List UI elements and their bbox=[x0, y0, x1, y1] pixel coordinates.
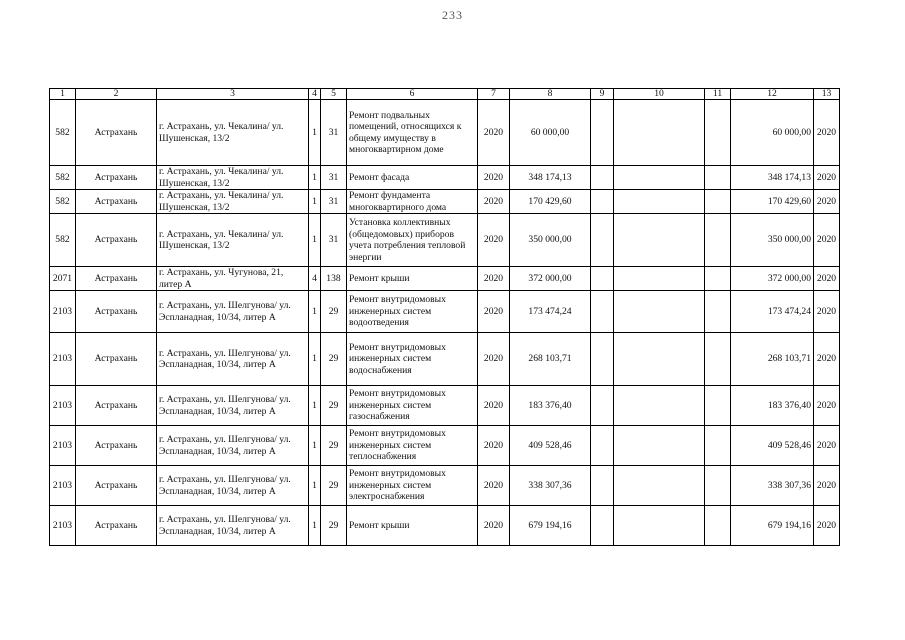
cell-col5: 138 bbox=[321, 267, 347, 291]
cell-municipality: Астрахань bbox=[76, 267, 157, 291]
cell-col10 bbox=[614, 166, 705, 190]
cell-year-final: 2020 bbox=[814, 426, 840, 466]
column-number-header: 12 bbox=[731, 89, 814, 100]
cell-year: 2020 bbox=[478, 267, 510, 291]
cell-col9 bbox=[591, 190, 614, 214]
cell-work-type: Ремонт внутридомовых инженерных систем электроснабжения bbox=[347, 466, 478, 506]
column-number-header: 6 bbox=[347, 89, 478, 100]
cell-col9 bbox=[591, 333, 614, 386]
cell-cost: 338 307,36 bbox=[510, 466, 591, 506]
cell-total: 268 103,71 bbox=[731, 333, 814, 386]
column-number-header: 1 bbox=[50, 89, 76, 100]
cell-address: г. Астрахань, ул. Чекалина/ ул. Шушенская, 13/2 bbox=[157, 166, 309, 190]
cell-col4: 1 bbox=[309, 214, 321, 267]
cell-col4: 4 bbox=[309, 267, 321, 291]
cell-col5: 29 bbox=[321, 466, 347, 506]
cell-address: г. Астрахань, ул. Чекалина/ ул. Шушенская, 13/2 bbox=[157, 214, 309, 267]
cell-col10 bbox=[614, 291, 705, 333]
cell-year-final: 2020 bbox=[814, 267, 840, 291]
cell-municipality: Астрахань bbox=[76, 190, 157, 214]
cell-municipality: Астрахань bbox=[76, 291, 157, 333]
cell-year: 2020 bbox=[478, 190, 510, 214]
cell-col5: 31 bbox=[321, 166, 347, 190]
cell-col11 bbox=[705, 426, 731, 466]
cell-total: 350 000,00 bbox=[731, 214, 814, 267]
column-number-header: 7 bbox=[478, 89, 510, 100]
cell-col5: 29 bbox=[321, 333, 347, 386]
cell-year-final: 2020 bbox=[814, 466, 840, 506]
cell-object-id: 2103 bbox=[50, 466, 76, 506]
cell-object-id: 582 bbox=[50, 166, 76, 190]
cell-col10 bbox=[614, 333, 705, 386]
cell-col4: 1 bbox=[309, 100, 321, 166]
cell-cost: 268 103,71 bbox=[510, 333, 591, 386]
cell-year: 2020 bbox=[478, 426, 510, 466]
cell-col11 bbox=[705, 386, 731, 426]
cell-address: г. Астрахань, ул. Шелгунова/ ул. Эспланадная, 10/34, литер А bbox=[157, 386, 309, 426]
cell-col5: 29 bbox=[321, 426, 347, 466]
cell-cost: 679 194,16 bbox=[510, 506, 591, 546]
column-number-header: 9 bbox=[591, 89, 614, 100]
table-row bbox=[50, 386, 840, 426]
cell-year-final: 2020 bbox=[814, 190, 840, 214]
cell-year-final: 2020 bbox=[814, 386, 840, 426]
cell-address: г. Астрахань, ул. Чекалина/ ул. Шушенская, 13/2 bbox=[157, 100, 309, 166]
cell-object-id: 2103 bbox=[50, 386, 76, 426]
cell-object-id: 582 bbox=[50, 190, 76, 214]
cell-col4: 1 bbox=[309, 386, 321, 426]
cell-total: 679 194,16 bbox=[731, 506, 814, 546]
cell-col5: 31 bbox=[321, 214, 347, 267]
cell-col4: 1 bbox=[309, 291, 321, 333]
column-number-header: 8 bbox=[510, 89, 591, 100]
table-row bbox=[50, 291, 840, 333]
cell-cost: 183 376,40 bbox=[510, 386, 591, 426]
cell-cost: 170 429,60 bbox=[510, 190, 591, 214]
cell-year-final: 2020 bbox=[814, 100, 840, 166]
cell-municipality: Астрахань bbox=[76, 333, 157, 386]
cell-col4: 1 bbox=[309, 333, 321, 386]
cell-total: 173 474,24 bbox=[731, 291, 814, 333]
cell-municipality: Астрахань bbox=[76, 466, 157, 506]
cell-cost: 372 000,00 bbox=[510, 267, 591, 291]
cell-year: 2020 bbox=[478, 291, 510, 333]
cell-cost: 350 000,00 bbox=[510, 214, 591, 267]
cell-col10 bbox=[614, 506, 705, 546]
cell-col10 bbox=[614, 190, 705, 214]
cell-year: 2020 bbox=[478, 386, 510, 426]
cell-col5: 29 bbox=[321, 291, 347, 333]
cell-col11 bbox=[705, 333, 731, 386]
column-number-header: 11 bbox=[705, 89, 731, 100]
cell-work-type: Ремонт крыши bbox=[347, 267, 478, 291]
column-number-header: 5 bbox=[321, 89, 347, 100]
column-number-header: 4 bbox=[309, 89, 321, 100]
cell-work-type: Установка коллективных (общедомовых) приборов учета потребления тепловой энергии bbox=[347, 214, 478, 267]
cell-total: 348 174,13 bbox=[731, 166, 814, 190]
cell-col11 bbox=[705, 190, 731, 214]
cell-work-type: Ремонт крыши bbox=[347, 506, 478, 546]
cell-year: 2020 bbox=[478, 166, 510, 190]
cell-col10 bbox=[614, 386, 705, 426]
cell-object-id: 582 bbox=[50, 100, 76, 166]
cell-year-final: 2020 bbox=[814, 214, 840, 267]
cell-col11 bbox=[705, 100, 731, 166]
cell-year: 2020 bbox=[478, 506, 510, 546]
cell-year-final: 2020 bbox=[814, 291, 840, 333]
cell-col9 bbox=[591, 291, 614, 333]
column-number-header: 3 bbox=[157, 89, 309, 100]
cell-col5: 29 bbox=[321, 386, 347, 426]
cell-year: 2020 bbox=[478, 333, 510, 386]
cell-col9 bbox=[591, 386, 614, 426]
cell-col11 bbox=[705, 466, 731, 506]
cell-col9 bbox=[591, 506, 614, 546]
table-body bbox=[50, 100, 840, 546]
cell-year: 2020 bbox=[478, 100, 510, 166]
cell-municipality: Астрахань bbox=[76, 426, 157, 466]
cell-municipality: Астрахань bbox=[76, 386, 157, 426]
cell-col10 bbox=[614, 267, 705, 291]
cell-work-type: Ремонт подвальных помещений, относящихся к общему имуществу в многоквартирном доме bbox=[347, 100, 478, 166]
cell-col10 bbox=[614, 466, 705, 506]
cell-address: г. Астрахань, ул. Шелгунова/ ул. Эспланадная, 10/34, литер А bbox=[157, 291, 309, 333]
table-row bbox=[50, 214, 840, 267]
table-row bbox=[50, 100, 840, 166]
cell-col4: 1 bbox=[309, 166, 321, 190]
cell-col4: 1 bbox=[309, 426, 321, 466]
cell-year-final: 2020 bbox=[814, 333, 840, 386]
cell-col11 bbox=[705, 214, 731, 267]
cell-address: г. Астрахань, ул. Шелгунова/ ул. Эспланадная, 10/34, литер А bbox=[157, 426, 309, 466]
cell-work-type: Ремонт фасада bbox=[347, 166, 478, 190]
table-row bbox=[50, 190, 840, 214]
cell-total: 409 528,46 bbox=[731, 426, 814, 466]
cell-total: 338 307,36 bbox=[731, 466, 814, 506]
cell-col9 bbox=[591, 466, 614, 506]
cell-year: 2020 bbox=[478, 466, 510, 506]
cell-total: 183 376,40 bbox=[731, 386, 814, 426]
cell-col10 bbox=[614, 100, 705, 166]
cell-year: 2020 bbox=[478, 214, 510, 267]
cell-object-id: 2071 bbox=[50, 267, 76, 291]
cell-cost: 348 174,13 bbox=[510, 166, 591, 190]
cell-object-id: 582 bbox=[50, 214, 76, 267]
cell-col11 bbox=[705, 291, 731, 333]
column-number-header: 13 bbox=[814, 89, 840, 100]
column-number-header: 2 bbox=[76, 89, 157, 100]
cell-work-type: Ремонт внутридомовых инженерных систем теплоснабжения bbox=[347, 426, 478, 466]
cell-col5: 29 bbox=[321, 506, 347, 546]
table-row bbox=[50, 333, 840, 386]
cell-address: г. Астрахань, ул. Чугунова, 21, литер А bbox=[157, 267, 309, 291]
cell-col9 bbox=[591, 214, 614, 267]
page-number: 233 bbox=[442, 8, 463, 22]
cell-col11 bbox=[705, 267, 731, 291]
cell-object-id: 2103 bbox=[50, 333, 76, 386]
cell-col9 bbox=[591, 267, 614, 291]
cell-address: г. Астрахань, ул. Чекалина/ ул. Шушенская, 13/2 bbox=[157, 190, 309, 214]
table-row bbox=[50, 466, 840, 506]
cell-col9 bbox=[591, 426, 614, 466]
cell-object-id: 2103 bbox=[50, 426, 76, 466]
table-row bbox=[50, 506, 840, 546]
table-row bbox=[50, 426, 840, 466]
cell-col4: 1 bbox=[309, 506, 321, 546]
column-number-row bbox=[50, 89, 840, 100]
cell-col9 bbox=[591, 166, 614, 190]
cell-municipality: Астрахань bbox=[76, 506, 157, 546]
cell-work-type: Ремонт внутридомовых инженерных систем водоотведения bbox=[347, 291, 478, 333]
cell-col10 bbox=[614, 214, 705, 267]
cell-total: 60 000,00 bbox=[731, 100, 814, 166]
column-number-header: 10 bbox=[614, 89, 705, 100]
cell-col4: 1 bbox=[309, 466, 321, 506]
cell-col5: 31 bbox=[321, 190, 347, 214]
cell-cost: 173 474,24 bbox=[510, 291, 591, 333]
cell-address: г. Астрахань, ул. Шелгунова/ ул. Эспланадная, 10/34, литер А bbox=[157, 506, 309, 546]
cell-col9 bbox=[591, 100, 614, 166]
cell-municipality: Астрахань bbox=[76, 166, 157, 190]
cell-municipality: Астрахань bbox=[76, 214, 157, 267]
cell-year-final: 2020 bbox=[814, 506, 840, 546]
cell-work-type: Ремонт фундамента многоквартирного дома bbox=[347, 190, 478, 214]
cell-col11 bbox=[705, 166, 731, 190]
cell-work-type: Ремонт внутридомовых инженерных систем газоснабжения bbox=[347, 386, 478, 426]
cell-address: г. Астрахань, ул. Шелгунова/ ул. Эспланадная, 10/34, литер А bbox=[157, 466, 309, 506]
cell-address: г. Астрахань, ул. Шелгунова/ ул. Эспланадная, 10/34, литер А bbox=[157, 333, 309, 386]
cell-object-id: 2103 bbox=[50, 506, 76, 546]
cell-col11 bbox=[705, 506, 731, 546]
cell-col10 bbox=[614, 426, 705, 466]
cell-municipality: Астрахань bbox=[76, 100, 157, 166]
cell-object-id: 2103 bbox=[50, 291, 76, 333]
capital-repair-register-table bbox=[49, 88, 840, 546]
cell-work-type: Ремонт внутридомовых инженерных систем водоснабжения bbox=[347, 333, 478, 386]
cell-total: 170 429,60 bbox=[731, 190, 814, 214]
cell-year-final: 2020 bbox=[814, 166, 840, 190]
cell-col4: 1 bbox=[309, 190, 321, 214]
table-row bbox=[50, 166, 840, 190]
cell-col5: 31 bbox=[321, 100, 347, 166]
cell-total: 372 000,00 bbox=[731, 267, 814, 291]
cell-cost: 60 000,00 bbox=[510, 100, 591, 166]
table-row bbox=[50, 267, 840, 291]
cell-cost: 409 528,46 bbox=[510, 426, 591, 466]
